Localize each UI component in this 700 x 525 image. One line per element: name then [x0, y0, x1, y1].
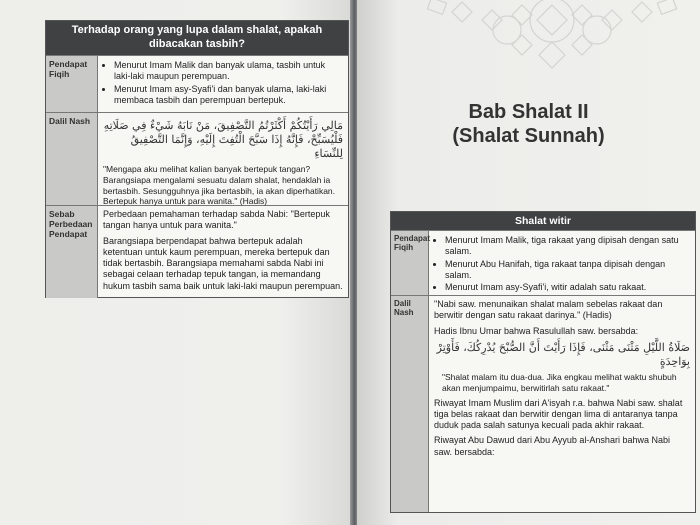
bullet-list — [103, 60, 343, 106]
list-item: • Menurut Imam Malik dan banyak ulama, tasbih untuk laki-laki maupun perempuan. — [114, 60, 343, 83]
row-label: Dalil Nash — [391, 296, 429, 512]
paragraph: Barangsiapa berpendapat bahwa bertepuk adalah ketentuan untuk kaum perempuan, mereka bertepuk dan tidak bertasbih. Barangsiapa memahami sabda Nabi ini sebagai celaan terhadap tepuk tangan, ia memandang hukum tasbih sama baik untuk laki-laki maupun perempuan. — [103, 235, 343, 291]
list-item: • Menurut Abu Hanifah, tiga rakaat tanpa dipisah dengan salam. — [445, 259, 690, 282]
table-row — [46, 112, 348, 205]
list-item: • Menurut Imam asy-Syafi'i, witir adalah satu rakaat. — [445, 282, 690, 293]
right-page — [357, 0, 700, 525]
right-table — [390, 211, 696, 513]
row-label: Pendapat Fiqih — [391, 231, 429, 295]
bullet-list — [434, 235, 690, 293]
list-item: • Menurut Imam Malik, tiga rakaat yang dipisah dengan satu salam. — [445, 235, 690, 258]
row-label: Sebab Perbedaan Pendapat — [46, 206, 98, 298]
paragraph: "Nabi saw. menunaikan shalat malam sebelas rakaat dan berwitir dengan satu rakaat darinya." (Hadis) — [434, 299, 663, 321]
left-table-title: Terhadap orang yang lupa dalam shalat, apakah dibacakan tasbih? — [46, 21, 348, 55]
hadith-translation: "Shalat malam itu dua-dua. Jika engkau melihat waktu shubuh akan menjumpaimu, berwitirlah satu rakaat." — [442, 372, 677, 393]
chapter-title-line1: Bab Shalat II — [468, 101, 589, 123]
left-table — [45, 20, 349, 298]
right-table-title: Shalat witir — [391, 212, 695, 230]
arabic-text: صَلَاةُ اللَّيْلِ مَثْنَى مَثْنَى، فَإِذَا رَأَيْتَ أَنَّ الصُّبْحَ يُدْرِكُكَ، فَأَوْتِرْ بِوَاحِدَةٍ — [436, 340, 690, 368]
arabic-text: مَالِي رَأَيْتُكُمْ أَكْثَرْتُمُ التَّصْفِيقَ، مَنْ نَابَهُ شَيْءٌ فِي صَلَاتِهِ فَلْيُسَبِّحْ، فَإِنَّهُ إِذَا سَبَّحَ الْتُفِتَ إِلَيْهِ، وَإِنَّمَا التَّصْفِيقُ لِلنِّسَاءِ — [103, 119, 343, 160]
row-label: Pendapat Fiqih — [46, 56, 98, 112]
paragraph: Hadis Ibnu Umar bahwa Rasulullah saw. bersabda: — [434, 325, 639, 336]
paragraph: Riwayat Abu Dawud dari Abu Ayyub al-Anshari bahwa Nabi saw. bersabda: — [434, 435, 670, 457]
geometric-ornament-icon — [417, 0, 687, 80]
table-row — [391, 230, 695, 295]
list-item: • Menurut Imam asy-Syafi'i dan banyak ulama, laki-laki membaca tasbih dan perempuan bertepuk. — [114, 84, 343, 107]
chapter-title-line2: (Shalat Sunnah) — [452, 125, 605, 147]
paragraph: Riwayat Imam Muslim dari A'isyah r.a. bahwa Nabi saw. shalat tiga belas rakaat dan berwitir dengan lima di antaranya tanpa duduk pada salah satunya kecuali pada akhir rakaat. — [434, 397, 683, 430]
table-row — [46, 55, 348, 112]
table-row — [46, 205, 348, 298]
chapter-title — [357, 100, 700, 148]
paragraph: Perbedaan pemahaman terhadap sabda Nabi: "Bertepuk tangan hanya untuk para wanita." — [103, 209, 330, 231]
hadith-translation: "Mengapa aku melihat kalian banyak bertepuk tangan? Barangsiapa mengalami sesuatu dalam shalat, hendaklah ia bertasbih. Sesungguhnya jika bertasbih, ia akan diperhatikan. Bertepuk hanya untuk para wanita." (Hadis) — [103, 164, 336, 207]
row-label: Dalil Nash — [46, 113, 98, 205]
table-row — [391, 295, 695, 512]
